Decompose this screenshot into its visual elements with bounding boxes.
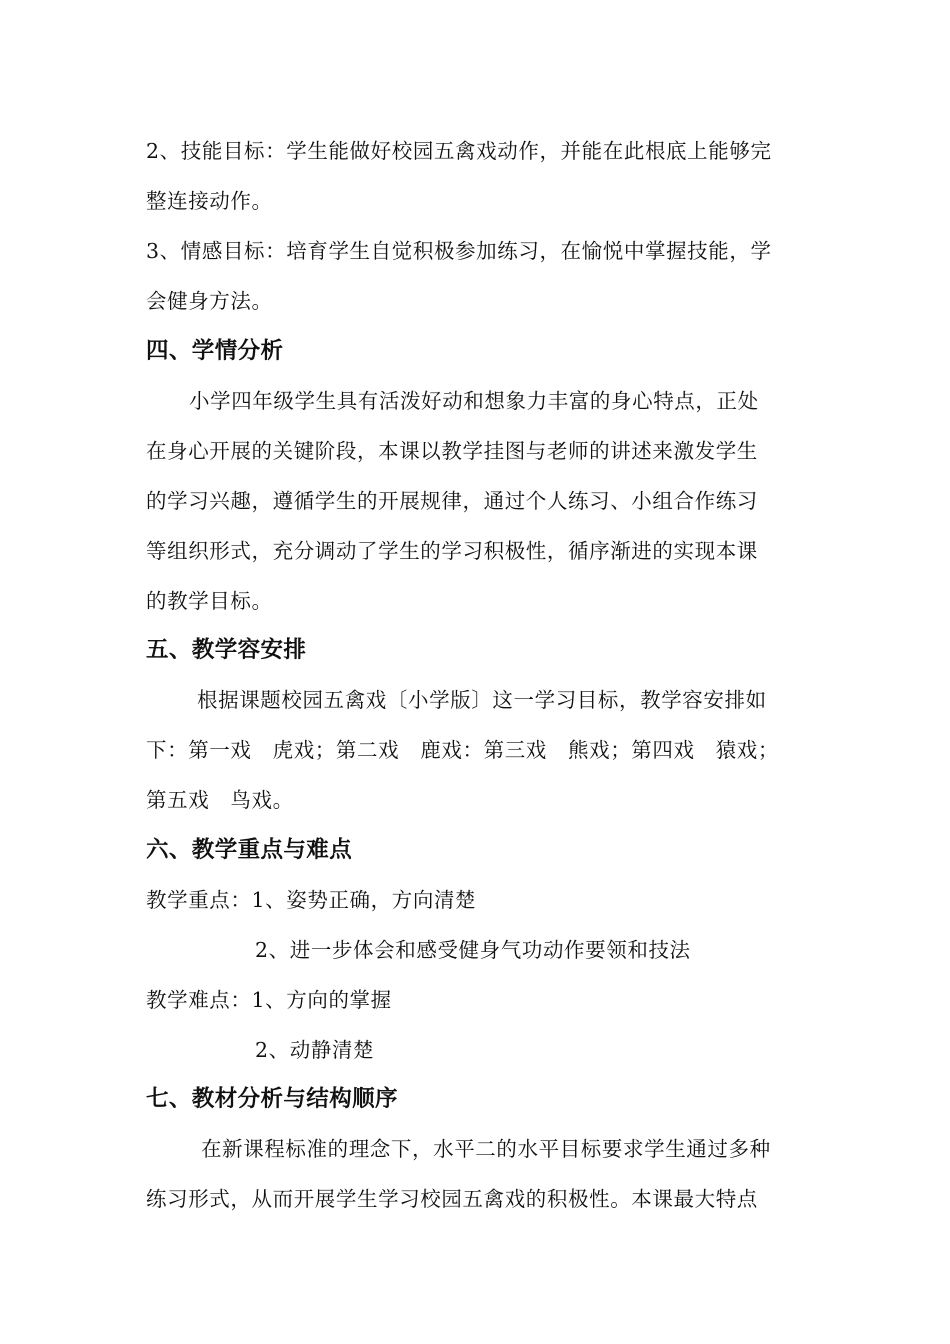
- section-heading-material-analysis: 七、教材分析与结构顺序: [146, 1086, 398, 1112]
- content-arrangement-line-2: 下：第一戏 虎戏；第二戏 鹿戏：第三戏 熊戏；第四戏 猿戏；: [146, 738, 779, 762]
- student-analysis-line-4: 等组织形式，充分调动了学生的学习积极性，循序渐进的实现本课: [146, 539, 758, 563]
- emotion-goal-line-1: 3、情感目标：培育学生自觉积极参加练习，在愉悦中掌握技能，学: [146, 239, 772, 263]
- emotion-goal-line-2: 会健身方法。: [146, 289, 273, 313]
- material-analysis-line-1: 在新课程标准的理念下，水平二的水平目标要求学生通过多种: [201, 1137, 771, 1161]
- student-analysis-line-2: 在身心开展的关键阶段，本课以教学挂图与老师的讲述来激发学生: [146, 439, 758, 463]
- difficulty-line-1: 教学难点：1、方向的掌握: [146, 988, 392, 1012]
- section-heading-key-points: 六、教学重点与难点: [146, 837, 353, 863]
- content-arrangement-line-1: 根据课题校园五禽戏〔小学版〕这一学习目标，教学容安排如: [197, 688, 767, 712]
- content-arrangement-line-3: 第五戏 鸟戏。: [146, 788, 294, 812]
- student-analysis-line-3: 的学习兴趣，遵循学生的开展规律，通过个人练习、小组合作练习: [146, 489, 758, 513]
- skill-goal-line-2: 整连接动作。: [146, 189, 273, 213]
- student-analysis-line-5: 的教学目标。: [146, 589, 273, 613]
- section-heading-student-analysis: 四、学情分析: [146, 338, 284, 364]
- material-analysis-line-2: 练习形式，从而开展学生学习校园五禽戏的积极性。本课最大特点: [146, 1187, 758, 1211]
- key-point-line-1: 教学重点：1、姿势正确，方向清楚: [146, 888, 477, 912]
- difficulty-line-2: 2、动静清楚: [255, 1038, 375, 1062]
- skill-goal-line-1: 2、技能目标：学生能做好校园五禽戏动作，并能在此根底上能够完: [146, 139, 772, 163]
- student-analysis-line-1: 小学四年级学生具有活泼好动和想象力丰富的身心特点，正处: [189, 389, 759, 413]
- section-heading-content-arrangement: 五、教学容安排: [146, 637, 307, 663]
- key-point-line-2: 2、进一步体会和感受健身气功动作要领和技法: [255, 938, 691, 962]
